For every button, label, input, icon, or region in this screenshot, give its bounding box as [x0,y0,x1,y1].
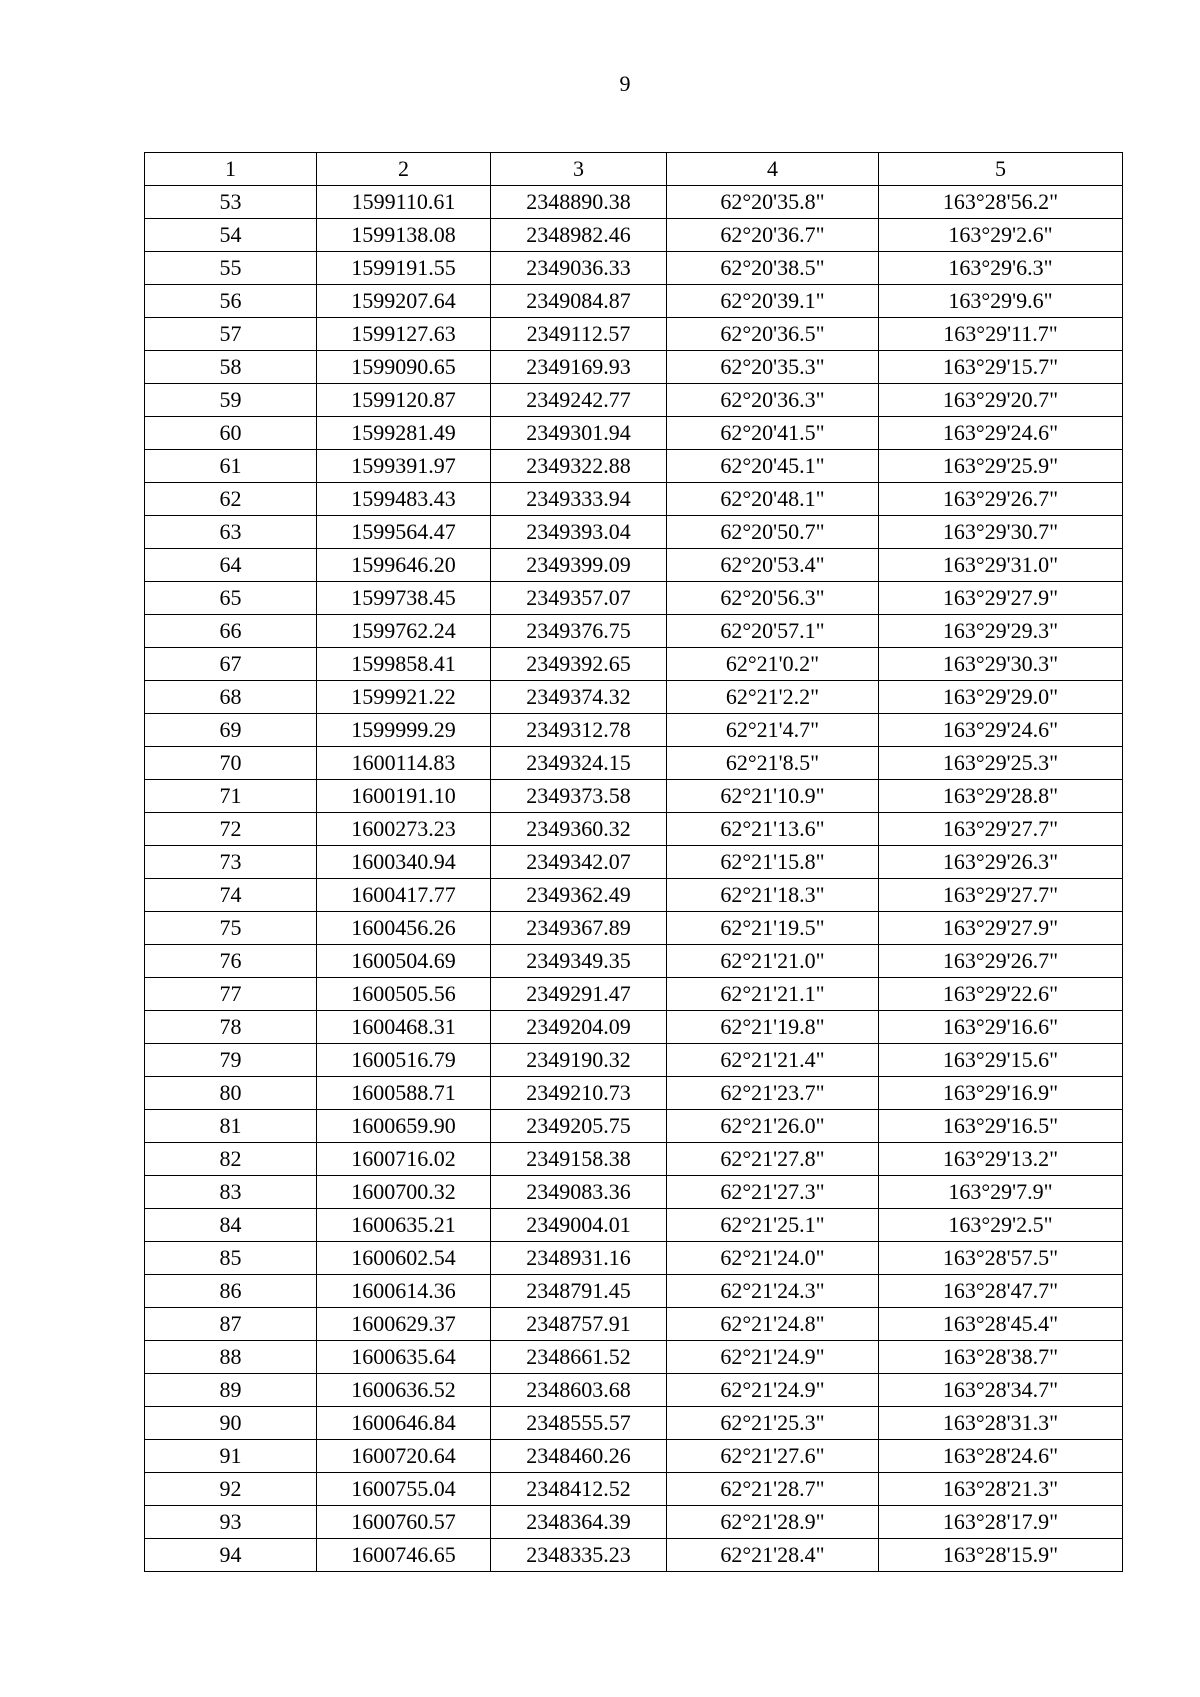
point-number-cell: 56 [145,285,317,318]
table-row [145,714,1123,747]
y-coordinate-cell: 2349083.36 [491,1176,667,1209]
point-number-cell: 71 [145,780,317,813]
header-cell: 3 [491,153,667,186]
longitude-cell: 163°29'28.8" [879,780,1123,813]
table-row [145,681,1123,714]
x-coordinate-cell: 1599564.47 [317,516,491,549]
latitude-cell: 62°21'18.3" [667,879,879,912]
table-row [145,879,1123,912]
x-coordinate-cell: 1599762.24 [317,615,491,648]
longitude-cell: 163°28'17.9" [879,1506,1123,1539]
latitude-cell: 62°20'38.5" [667,252,879,285]
table-row [145,846,1123,879]
point-number-cell: 68 [145,681,317,714]
latitude-cell: 62°20'57.1" [667,615,879,648]
longitude-cell: 163°29'27.7" [879,813,1123,846]
y-coordinate-cell: 2349374.32 [491,681,667,714]
latitude-cell: 62°21'24.0" [667,1242,879,1275]
x-coordinate-cell: 1599120.87 [317,384,491,417]
latitude-cell: 62°21'2.2" [667,681,879,714]
point-number-cell: 64 [145,549,317,582]
x-coordinate-cell: 1599138.08 [317,219,491,252]
longitude-cell: 163°29'6.3" [879,252,1123,285]
point-number-cell: 86 [145,1275,317,1308]
table-row [145,351,1123,384]
x-coordinate-cell: 1600629.37 [317,1308,491,1341]
table-row [145,318,1123,351]
latitude-cell: 62°21'8.5" [667,747,879,780]
table-row [145,1539,1123,1572]
coordinates-table [144,152,1123,1572]
y-coordinate-cell: 2348364.39 [491,1506,667,1539]
table-row [145,1209,1123,1242]
table-row [145,1176,1123,1209]
point-number-cell: 65 [145,582,317,615]
table-row [145,285,1123,318]
point-number-cell: 57 [145,318,317,351]
longitude-cell: 163°29'11.7" [879,318,1123,351]
y-coordinate-cell: 2348460.26 [491,1440,667,1473]
y-coordinate-cell: 2349242.77 [491,384,667,417]
header-cell: 1 [145,153,317,186]
x-coordinate-cell: 1600114.83 [317,747,491,780]
point-number-cell: 67 [145,648,317,681]
latitude-cell: 62°21'28.7" [667,1473,879,1506]
table-row [145,1044,1123,1077]
latitude-cell: 62°21'23.7" [667,1077,879,1110]
latitude-cell: 62°21'21.0" [667,945,879,978]
x-coordinate-cell: 1599110.61 [317,186,491,219]
longitude-cell: 163°28'45.4" [879,1308,1123,1341]
longitude-cell: 163°29'27.9" [879,912,1123,945]
x-coordinate-cell: 1599127.63 [317,318,491,351]
table-row [145,450,1123,483]
point-number-cell: 76 [145,945,317,978]
longitude-cell: 163°29'29.3" [879,615,1123,648]
header-cell: 2 [317,153,491,186]
x-coordinate-cell: 1600716.02 [317,1143,491,1176]
y-coordinate-cell: 2349357.07 [491,582,667,615]
x-coordinate-cell: 1599858.41 [317,648,491,681]
x-coordinate-cell: 1600635.64 [317,1341,491,1374]
header-cell: 4 [667,153,879,186]
point-number-cell: 53 [145,186,317,219]
latitude-cell: 62°21'13.6" [667,813,879,846]
point-number-cell: 82 [145,1143,317,1176]
y-coordinate-cell: 2349376.75 [491,615,667,648]
point-number-cell: 92 [145,1473,317,1506]
latitude-cell: 62°21'4.7" [667,714,879,747]
point-number-cell: 54 [145,219,317,252]
y-coordinate-cell: 2348982.46 [491,219,667,252]
longitude-cell: 163°29'22.6" [879,978,1123,1011]
table-row [145,516,1123,549]
x-coordinate-cell: 1600659.90 [317,1110,491,1143]
point-number-cell: 88 [145,1341,317,1374]
y-coordinate-cell: 2349205.75 [491,1110,667,1143]
x-coordinate-cell: 1599391.97 [317,450,491,483]
latitude-cell: 62°20'50.7" [667,516,879,549]
point-number-cell: 79 [145,1044,317,1077]
latitude-cell: 62°21'24.8" [667,1308,879,1341]
longitude-cell: 163°29'15.6" [879,1044,1123,1077]
y-coordinate-cell: 2349004.01 [491,1209,667,1242]
table-row [145,1473,1123,1506]
table-row [145,1374,1123,1407]
latitude-cell: 62°20'39.1" [667,285,879,318]
latitude-cell: 62°21'0.2" [667,648,879,681]
longitude-cell: 163°29'9.6" [879,285,1123,318]
table-row [145,1110,1123,1143]
y-coordinate-cell: 2349342.07 [491,846,667,879]
table-row [145,1308,1123,1341]
x-coordinate-cell: 1599646.20 [317,549,491,582]
latitude-cell: 62°21'19.5" [667,912,879,945]
longitude-cell: 163°29'2.6" [879,219,1123,252]
latitude-cell: 62°20'56.3" [667,582,879,615]
longitude-cell: 163°29'26.7" [879,483,1123,516]
x-coordinate-cell: 1600636.52 [317,1374,491,1407]
x-coordinate-cell: 1600191.10 [317,780,491,813]
longitude-cell: 163°29'30.3" [879,648,1123,681]
point-number-cell: 55 [145,252,317,285]
y-coordinate-cell: 2349112.57 [491,318,667,351]
point-number-cell: 72 [145,813,317,846]
longitude-cell: 163°28'57.5" [879,1242,1123,1275]
x-coordinate-cell: 1600602.54 [317,1242,491,1275]
latitude-cell: 62°20'35.8" [667,186,879,219]
latitude-cell: 62°21'10.9" [667,780,879,813]
table-row [145,780,1123,813]
longitude-cell: 163°28'24.6" [879,1440,1123,1473]
longitude-cell: 163°28'31.3" [879,1407,1123,1440]
header-cell: 5 [879,153,1123,186]
latitude-cell: 62°20'36.3" [667,384,879,417]
x-coordinate-cell: 1600746.65 [317,1539,491,1572]
y-coordinate-cell: 2348412.52 [491,1473,667,1506]
longitude-cell: 163°29'24.6" [879,714,1123,747]
y-coordinate-cell: 2348555.57 [491,1407,667,1440]
x-coordinate-cell: 1600646.84 [317,1407,491,1440]
longitude-cell: 163°29'31.0" [879,549,1123,582]
latitude-cell: 62°20'48.1" [667,483,879,516]
point-number-cell: 60 [145,417,317,450]
point-number-cell: 62 [145,483,317,516]
point-number-cell: 75 [145,912,317,945]
table-row [145,813,1123,846]
latitude-cell: 62°21'21.4" [667,1044,879,1077]
latitude-cell: 62°21'28.4" [667,1539,879,1572]
longitude-cell: 163°29'30.7" [879,516,1123,549]
point-number-cell: 70 [145,747,317,780]
y-coordinate-cell: 2349367.89 [491,912,667,945]
longitude-cell: 163°28'15.9" [879,1539,1123,1572]
point-number-cell: 73 [145,846,317,879]
y-coordinate-cell: 2348661.52 [491,1341,667,1374]
latitude-cell: 62°21'15.8" [667,846,879,879]
latitude-cell: 62°21'21.1" [667,978,879,1011]
y-coordinate-cell: 2348890.38 [491,186,667,219]
point-number-cell: 69 [145,714,317,747]
x-coordinate-cell: 1599483.43 [317,483,491,516]
table-row [145,1143,1123,1176]
longitude-cell: 163°29'26.7" [879,945,1123,978]
x-coordinate-cell: 1600760.57 [317,1506,491,1539]
latitude-cell: 62°21'24.9" [667,1341,879,1374]
point-number-cell: 77 [145,978,317,1011]
latitude-cell: 62°20'45.1" [667,450,879,483]
latitude-cell: 62°20'36.5" [667,318,879,351]
table-header-row [145,153,1123,186]
y-coordinate-cell: 2349204.09 [491,1011,667,1044]
point-number-cell: 66 [145,615,317,648]
latitude-cell: 62°21'24.3" [667,1275,879,1308]
latitude-cell: 62°21'27.8" [667,1143,879,1176]
point-number-cell: 61 [145,450,317,483]
y-coordinate-cell: 2349399.09 [491,549,667,582]
longitude-cell: 163°29'15.7" [879,351,1123,384]
latitude-cell: 62°20'35.3" [667,351,879,384]
point-number-cell: 59 [145,384,317,417]
latitude-cell: 62°21'28.9" [667,1506,879,1539]
longitude-cell: 163°29'2.5" [879,1209,1123,1242]
y-coordinate-cell: 2349360.32 [491,813,667,846]
latitude-cell: 62°20'36.7" [667,219,879,252]
latitude-cell: 62°21'25.1" [667,1209,879,1242]
point-number-cell: 81 [145,1110,317,1143]
point-number-cell: 63 [145,516,317,549]
x-coordinate-cell: 1599090.65 [317,351,491,384]
point-number-cell: 80 [145,1077,317,1110]
longitude-cell: 163°29'27.9" [879,582,1123,615]
latitude-cell: 62°20'53.4" [667,549,879,582]
longitude-cell: 163°29'7.9" [879,1176,1123,1209]
y-coordinate-cell: 2349322.88 [491,450,667,483]
y-coordinate-cell: 2348931.16 [491,1242,667,1275]
table-row [145,1011,1123,1044]
x-coordinate-cell: 1600588.71 [317,1077,491,1110]
longitude-cell: 163°29'16.5" [879,1110,1123,1143]
longitude-cell: 163°28'34.7" [879,1374,1123,1407]
x-coordinate-cell: 1600505.56 [317,978,491,1011]
y-coordinate-cell: 2349036.33 [491,252,667,285]
x-coordinate-cell: 1599921.22 [317,681,491,714]
y-coordinate-cell: 2349312.78 [491,714,667,747]
table-row [145,186,1123,219]
longitude-cell: 163°29'16.6" [879,1011,1123,1044]
latitude-cell: 62°21'26.0" [667,1110,879,1143]
y-coordinate-cell: 2349393.04 [491,516,667,549]
longitude-cell: 163°29'13.2" [879,1143,1123,1176]
table-row [145,582,1123,615]
latitude-cell: 62°21'24.9" [667,1374,879,1407]
longitude-cell: 163°28'38.7" [879,1341,1123,1374]
table-row [145,252,1123,285]
table-body [145,153,1123,1572]
point-number-cell: 93 [145,1506,317,1539]
point-number-cell: 74 [145,879,317,912]
latitude-cell: 62°21'25.3" [667,1407,879,1440]
y-coordinate-cell: 2348757.91 [491,1308,667,1341]
x-coordinate-cell: 1599281.49 [317,417,491,450]
y-coordinate-cell: 2349333.94 [491,483,667,516]
table-row [145,1242,1123,1275]
latitude-cell: 62°21'27.6" [667,1440,879,1473]
x-coordinate-cell: 1600468.31 [317,1011,491,1044]
latitude-cell: 62°21'19.8" [667,1011,879,1044]
table-row [145,1440,1123,1473]
table-row [145,384,1123,417]
longitude-cell: 163°29'27.7" [879,879,1123,912]
y-coordinate-cell: 2349190.32 [491,1044,667,1077]
table-row [145,219,1123,252]
y-coordinate-cell: 2349210.73 [491,1077,667,1110]
table-row [145,648,1123,681]
table-row [145,912,1123,945]
longitude-cell: 163°29'20.7" [879,384,1123,417]
point-number-cell: 83 [145,1176,317,1209]
y-coordinate-cell: 2349291.47 [491,978,667,1011]
x-coordinate-cell: 1599738.45 [317,582,491,615]
table-row [145,483,1123,516]
x-coordinate-cell: 1600755.04 [317,1473,491,1506]
x-coordinate-cell: 1600614.36 [317,1275,491,1308]
x-coordinate-cell: 1600720.64 [317,1440,491,1473]
x-coordinate-cell: 1600340.94 [317,846,491,879]
x-coordinate-cell: 1600516.79 [317,1044,491,1077]
point-number-cell: 78 [145,1011,317,1044]
y-coordinate-cell: 2349158.38 [491,1143,667,1176]
page-number: 9 [619,71,631,96]
table-row [145,747,1123,780]
x-coordinate-cell: 1600273.23 [317,813,491,846]
x-coordinate-cell: 1599191.55 [317,252,491,285]
x-coordinate-cell: 1600700.32 [317,1176,491,1209]
y-coordinate-cell: 2349301.94 [491,417,667,450]
point-number-cell: 84 [145,1209,317,1242]
x-coordinate-cell: 1600456.26 [317,912,491,945]
longitude-cell: 163°28'21.3" [879,1473,1123,1506]
point-number-cell: 89 [145,1374,317,1407]
longitude-cell: 163°29'25.3" [879,747,1123,780]
x-coordinate-cell: 1599999.29 [317,714,491,747]
latitude-cell: 62°21'27.3" [667,1176,879,1209]
x-coordinate-cell: 1599207.64 [317,285,491,318]
point-number-cell: 90 [145,1407,317,1440]
point-number-cell: 94 [145,1539,317,1572]
y-coordinate-cell: 2349373.58 [491,780,667,813]
x-coordinate-cell: 1600417.77 [317,879,491,912]
point-number-cell: 91 [145,1440,317,1473]
y-coordinate-cell: 2349349.35 [491,945,667,978]
longitude-cell: 163°29'16.9" [879,1077,1123,1110]
longitude-cell: 163°29'26.3" [879,846,1123,879]
y-coordinate-cell: 2348603.68 [491,1374,667,1407]
table-row [145,1506,1123,1539]
y-coordinate-cell: 2349324.15 [491,747,667,780]
longitude-cell: 163°29'24.6" [879,417,1123,450]
table-row [145,549,1123,582]
table-row [145,1341,1123,1374]
y-coordinate-cell: 2349169.93 [491,351,667,384]
y-coordinate-cell: 2349084.87 [491,285,667,318]
longitude-cell: 163°28'47.7" [879,1275,1123,1308]
table-row [145,1407,1123,1440]
table-row [145,417,1123,450]
y-coordinate-cell: 2348791.45 [491,1275,667,1308]
longitude-cell: 163°28'56.2" [879,186,1123,219]
x-coordinate-cell: 1600635.21 [317,1209,491,1242]
table-row [145,1275,1123,1308]
table-row [145,1077,1123,1110]
table-row [145,615,1123,648]
point-number-cell: 85 [145,1242,317,1275]
latitude-cell: 62°20'41.5" [667,417,879,450]
y-coordinate-cell: 2349392.65 [491,648,667,681]
point-number-cell: 87 [145,1308,317,1341]
y-coordinate-cell: 2348335.23 [491,1539,667,1572]
table-row [145,945,1123,978]
table-row [145,978,1123,1011]
point-number-cell: 58 [145,351,317,384]
y-coordinate-cell: 2349362.49 [491,879,667,912]
x-coordinate-cell: 1600504.69 [317,945,491,978]
longitude-cell: 163°29'29.0" [879,681,1123,714]
longitude-cell: 163°29'25.9" [879,450,1123,483]
